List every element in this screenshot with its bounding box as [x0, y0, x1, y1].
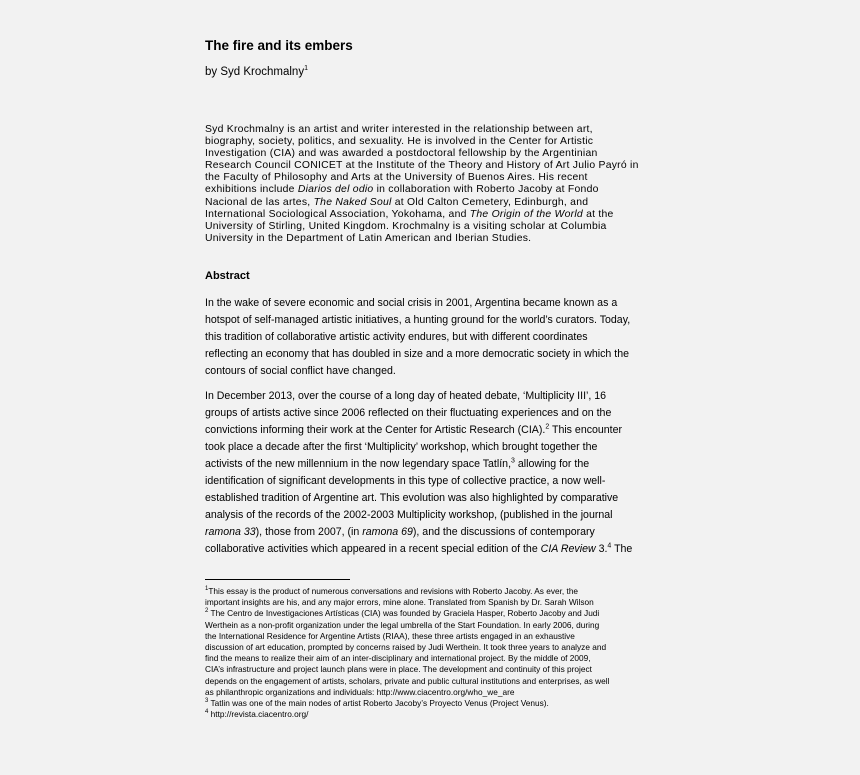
bio-line: Investigation (CIA) and was awarded a postdoctoral fellowship by the Argentinian	[205, 148, 598, 160]
footnote-ref-2[interactable]: 2	[545, 423, 550, 431]
bio-line	[205, 197, 655, 209]
paragraph-line: groups of artists active since 2006 reflected on their fluctuating experiences and on the	[205, 407, 612, 419]
bio-text: in collaboration with Roberto Jacoby at Fondo	[373, 184, 599, 196]
document-title: The fire and its embers	[205, 38, 353, 53]
footnote-text[interactable]: http://revista.ciacentro.org/	[208, 709, 309, 720]
paragraph-line: analysis of the records of the 2002-2003 Multiplicity workshop, (published in the journal	[205, 509, 613, 521]
paragraph-text: activists of the new millennium in the now legendary space Tatlín,	[205, 458, 512, 470]
footnote-3	[205, 698, 665, 709]
footnote-divider	[205, 579, 350, 580]
paragraph-text: 3.	[595, 543, 608, 555]
footnote-number: 4	[205, 709, 209, 716]
footnote-line: the International Residence for Argentine Artists (RIAA), these three artists engaged in an exhaustive	[205, 630, 575, 641]
paragraph-line	[205, 524, 660, 541]
paragraph-line	[205, 456, 660, 473]
footnote-number: 1	[205, 586, 209, 593]
footnote-line: as philanthropic organizations and individuals: http://www.ciacentro.org/who_we_are	[205, 686, 515, 697]
bio-line	[205, 209, 655, 221]
bio-line: University in the Department of Latin American and Iberian Studies.	[205, 232, 532, 244]
byline	[205, 66, 308, 78]
bio-line: Research Council CONICET at the Institute of the Theory and History of Art Julio Payró in	[205, 160, 639, 172]
footnote-1	[205, 586, 665, 597]
paragraph-line: In December 2013, over the course of a long day of heated debate, ‘Multiplicity III’, 16	[205, 390, 607, 402]
footnote-line: find the means to realize their aim of an inter-disciplinary and international project. By the middle of 2009,	[205, 653, 591, 664]
bio-text: International Sociological Association, Yokohama, and	[205, 208, 470, 220]
abstract-heading: Abstract	[205, 270, 250, 282]
journal-title: ramona 69	[362, 526, 413, 538]
author-bio	[205, 124, 655, 245]
footnote-number: 3	[205, 698, 209, 705]
paragraph-text: convictions informing their work at the Center for Artistic Research (CIA).	[205, 424, 546, 436]
footnote-line: discussion of art education, prompted by concerns raised by Judi Werthein. It took three years to analyze and	[205, 642, 607, 653]
paragraph-text: This encounter	[549, 424, 623, 436]
footnote-line: depends on the engagement of artists, scholars, private and public cultural institutions and enterprises, as well	[205, 675, 610, 686]
paragraph-line: reflecting an economy that has doubled in size and a more democratic society in which the	[205, 348, 629, 360]
abstract-paragraph-2	[205, 388, 660, 558]
paragraph-text: ), and the discussions of contemporary	[412, 526, 595, 538]
footnote-ref-3[interactable]: 3	[511, 457, 515, 465]
footnote-line: CIA’s infrastructure and project launch plans were in place. The development and continuity of this project	[205, 664, 592, 675]
footnote-line: important insights are his, and any major errors, mine alone. Translated from Spanish by Dr. Sarah Wilson	[205, 597, 594, 608]
paragraph-line: In the wake of severe economic and social crisis in 2001, Argentina became known as a	[205, 297, 618, 309]
bio-text: Nacional de las artes,	[205, 196, 314, 208]
paragraph-text: The	[611, 543, 633, 555]
footnote-line: Werthein as a non-profit organization under the legal umbrella of the Start Foundation. In early 2006, during	[205, 619, 600, 630]
paragraph-text: allowing for the	[514, 458, 590, 470]
footnote-ref-4[interactable]: 4	[607, 542, 612, 550]
footnote-ref-1[interactable]: 1	[304, 65, 308, 73]
bio-work-title: The Origin of the World	[469, 208, 583, 220]
paragraph-line: this tradition of collaborative artistic activity endures, but with different coordinates	[205, 331, 588, 343]
bio-line: biography, society, politics, and sexuality. He is involved in the Center for Artistic	[205, 136, 594, 148]
bio-work-title: The Naked Soul	[313, 196, 392, 208]
paragraph-text: ), those from 2007, (in	[255, 526, 363, 538]
bio-work-title: Diarios del odio	[297, 184, 374, 196]
bio-line: Syd Krochmalny is an artist and writer interested in the relationship between art,	[205, 124, 593, 135]
abstract-paragraph-1	[205, 295, 660, 380]
bio-text: exhibitions include	[205, 184, 298, 196]
footnote-2	[205, 608, 665, 619]
paragraph-line: identification of significant developments in this type of collective practice, a now well-	[205, 475, 606, 487]
bio-text: at the	[582, 208, 614, 220]
journal-title: ramona 33	[205, 526, 256, 538]
footnote-4	[205, 709, 665, 720]
paragraph-line: hotspot of self-managed artistic initiatives, a hunting ground for the world’s curators. Today,	[205, 314, 631, 326]
author-name: by Syd Krochmalny	[205, 66, 305, 78]
paragraph-text: collaborative activities which appeared in a recent special edition of the	[205, 543, 541, 555]
footnote-text: The Centro de Investigaciones Artísticas (CIA) was founded by Graciela Hasper, Roberto Jacoby and Judi	[208, 608, 600, 619]
paragraph-line	[205, 541, 660, 558]
footnotes	[205, 586, 665, 720]
paragraph-line: established tradition of Argentine art. This evolution was also highlighted by comparative	[205, 492, 619, 504]
paragraph-line: took place a decade after the first ‘Multiplicity’ workshop, which brought together the	[205, 441, 598, 453]
paragraph-line: contours of social conflict have changed.	[205, 365, 396, 377]
footnote-text: This essay is the product of numerous conversations and revisions with Roberto Jacoby. As ever, the	[208, 586, 579, 596]
journal-title: CIA Review	[540, 543, 596, 555]
paragraph-line	[205, 422, 660, 439]
bio-line: University of Stirling, United Kingdom. Krochmalny is a visiting scholar at Columbia	[205, 220, 607, 232]
bio-text: at Old Calton Cemetery, Edinburgh, and	[391, 196, 589, 208]
footnote-text: Tatlin was one of the main nodes of artist Roberto Jacoby’s Proyecto Venus (Project Venus).	[208, 698, 549, 709]
footnote-number: 2	[205, 608, 209, 615]
bio-line	[205, 184, 655, 196]
bio-line: the Faculty of Philosophy and Arts at the University of Buenos Aires. His recent	[205, 172, 588, 184]
